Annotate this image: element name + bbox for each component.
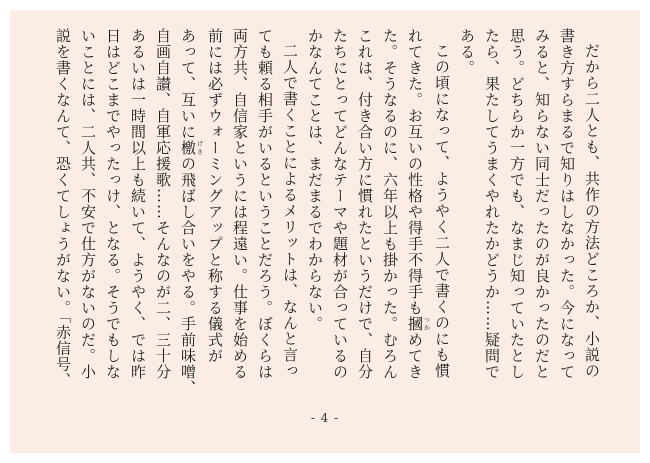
text-column: 前には必ずウォーミングアップと称する儀式が (206, 28, 224, 364)
text-column: 両方共、自信家というには程遠い。仕事を始める (231, 28, 249, 380)
text-column: あるいは一時間以上も続いて、ようやく、では昨 (129, 28, 147, 380)
text-column: たちにとってどんなテーマや題材が合っているの (331, 28, 349, 380)
text-column: だから二人とも、共作の方法どころか、小説の (583, 43, 601, 379)
text-column: 自画自讃、自軍応援歌……そんなのが二、三十分 (154, 28, 172, 380)
text-column: ある。 (458, 28, 476, 76)
page-number: - 4 - (310, 411, 340, 425)
text-column: かなんてことは、まだまるでわからない。 (306, 28, 324, 332)
text-column: これは、付き合い方に慣れたというだけで、自分 (356, 28, 374, 380)
text-column: 説を書くなんて、恐くてしょうがない。「赤信号、 (54, 28, 72, 389)
text-column: 二人で書くことによるメリットは、なんと言っ (281, 43, 299, 379)
ruby-annotation: 摑つか (406, 316, 430, 332)
text-column: ても頼る相手がいるということだろう。ぼくらは (256, 28, 274, 380)
text-column: たら、果たしてうまくやれたかどうか……疑問で (483, 28, 501, 380)
text-column: あって、互いに檄げきの飛ばし合いをやる。手前味噌、 (179, 28, 203, 396)
text-column: た。そうなるのに、六年以上も掛かった。むろん (381, 28, 399, 380)
text-column: みると、知らない同士だったのが良かったのだと (533, 28, 551, 380)
text-column: この頃になって、ようやく二人で書くのにも慣 (433, 43, 451, 379)
text-column: 書き方すらまるで知りはしなかった。今になって (558, 28, 576, 380)
text-column: いことには、二人共、不安で仕方がないのだ。小 (79, 28, 97, 380)
text-column: 日はどこまでやったっけ、となる。そうでもしな (104, 28, 122, 380)
ruby-annotation: 檄げき (179, 140, 203, 156)
body-text (50, 28, 604, 410)
document-page (10, 10, 640, 453)
text-column: れてきた。お互いの性格や得手不得手も摑つかめてき (406, 28, 430, 380)
text-column: 思う。どちらか一方でも、なまじ知っていたとし (508, 28, 526, 380)
